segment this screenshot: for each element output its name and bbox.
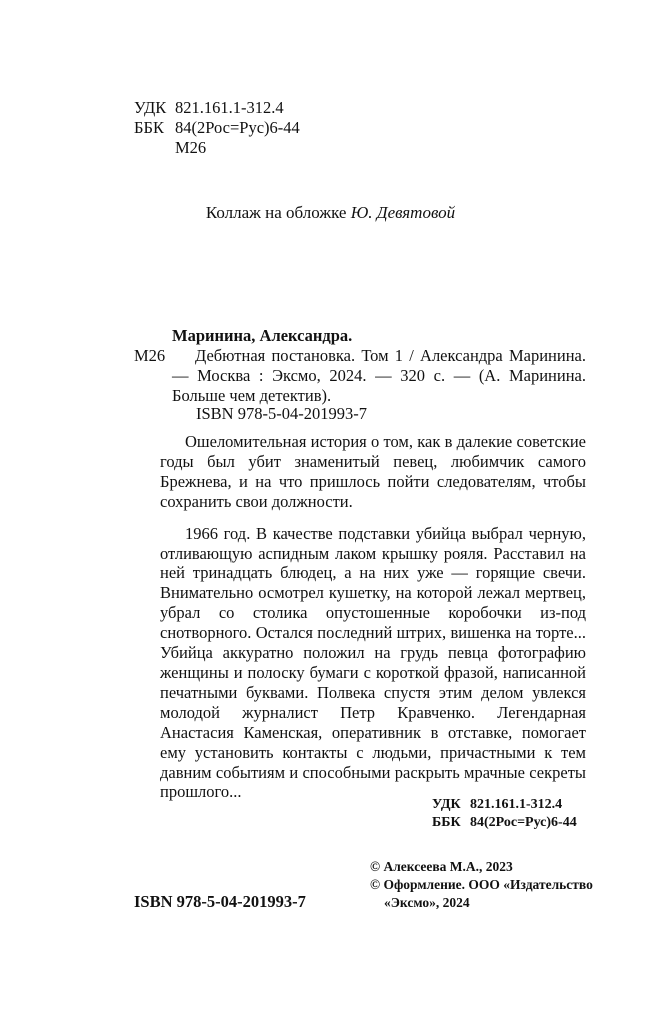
author-heading: Маринина, Александра. — [172, 326, 353, 345]
abstract — [160, 432, 586, 802]
catalog-description: Дебютная постановка. Том 1 / Александра Маринина. — Москва : Эксмо, 2024. — 320 с. — (А. Маринина. Больше чем детектив). — [172, 346, 586, 405]
bbk-value: 84(2Рос=Рус)6-44 — [175, 118, 300, 137]
bbk-label-bottom: ББК — [432, 815, 461, 830]
udk-value: 821.161.1-312.4 — [175, 98, 284, 117]
bbk-value-bottom: 84(2Рос=Рус)6-44 — [470, 815, 577, 830]
catalog-isbn: ISBN 978-5-04-201993-7 — [196, 404, 367, 423]
cover-credit-artist: Ю. Девятовой — [350, 203, 456, 222]
bbk-label: ББК — [134, 118, 164, 137]
cover-credit — [0, 202, 661, 224]
footer-isbn: ISBN 978-5-04-201993-7 — [134, 892, 306, 911]
catalog-entry — [134, 346, 586, 406]
udk-line-bottom — [432, 796, 562, 814]
catalog-author-mark: М26 — [134, 346, 166, 365]
udk-value-bottom: 821.161.1-312.4 — [470, 797, 563, 812]
bbk-line-top — [134, 118, 300, 138]
cover-credit-prefix: Коллаж на обложке — [205, 203, 351, 222]
udk-label: УДК — [134, 98, 167, 117]
copyright-publisher: «Эксмо», 2024 — [384, 895, 470, 910]
copyright-design: © Оформление. ООО «Издательство — [370, 877, 593, 892]
author-mark-top: М26 — [175, 138, 207, 157]
udk-line-top — [134, 98, 284, 118]
abstract-paragraph-1: Ошеломительная история о том, как в далекие советские годы был убит знаменитый певец, любимчик самого Брежнева, и на что пришлось пойти следователям, чтобы сохранить свои должности. — [160, 432, 586, 511]
abstract-paragraph-2: 1966 год. В качестве подставки убийца выбрал черную, отливающую аспидным лаком крышку рояля. Расставил на ней тринадцать блюдец, а на них уже — горящие свечи. Внимательно осмотрел кушетку, на которой лежал мертвец, убрал со столика опустошенные коробочки из-под снотворного. Остался последний штрих, вишенка на торте... Убийца аккуратно положил на грудь певца фотографию женщины и полоску бумаги с короткой фразой, написанной печатными буквами. Полвека спустя этим делом увлекся молодой журналист Петр Кравченко. Легендарная Анастасия Каменская, оперативник в отставке, помогает ему установить контакты с людьми, причастными к тем давним событиям и способными раскрыть мрачные секреты прошлого... — [160, 523, 586, 802]
bbk-line-bottom — [432, 814, 577, 832]
udk-label-bottom: УДК — [432, 797, 461, 812]
copyright-author: © Алексеева М.А., 2023 — [370, 859, 513, 874]
